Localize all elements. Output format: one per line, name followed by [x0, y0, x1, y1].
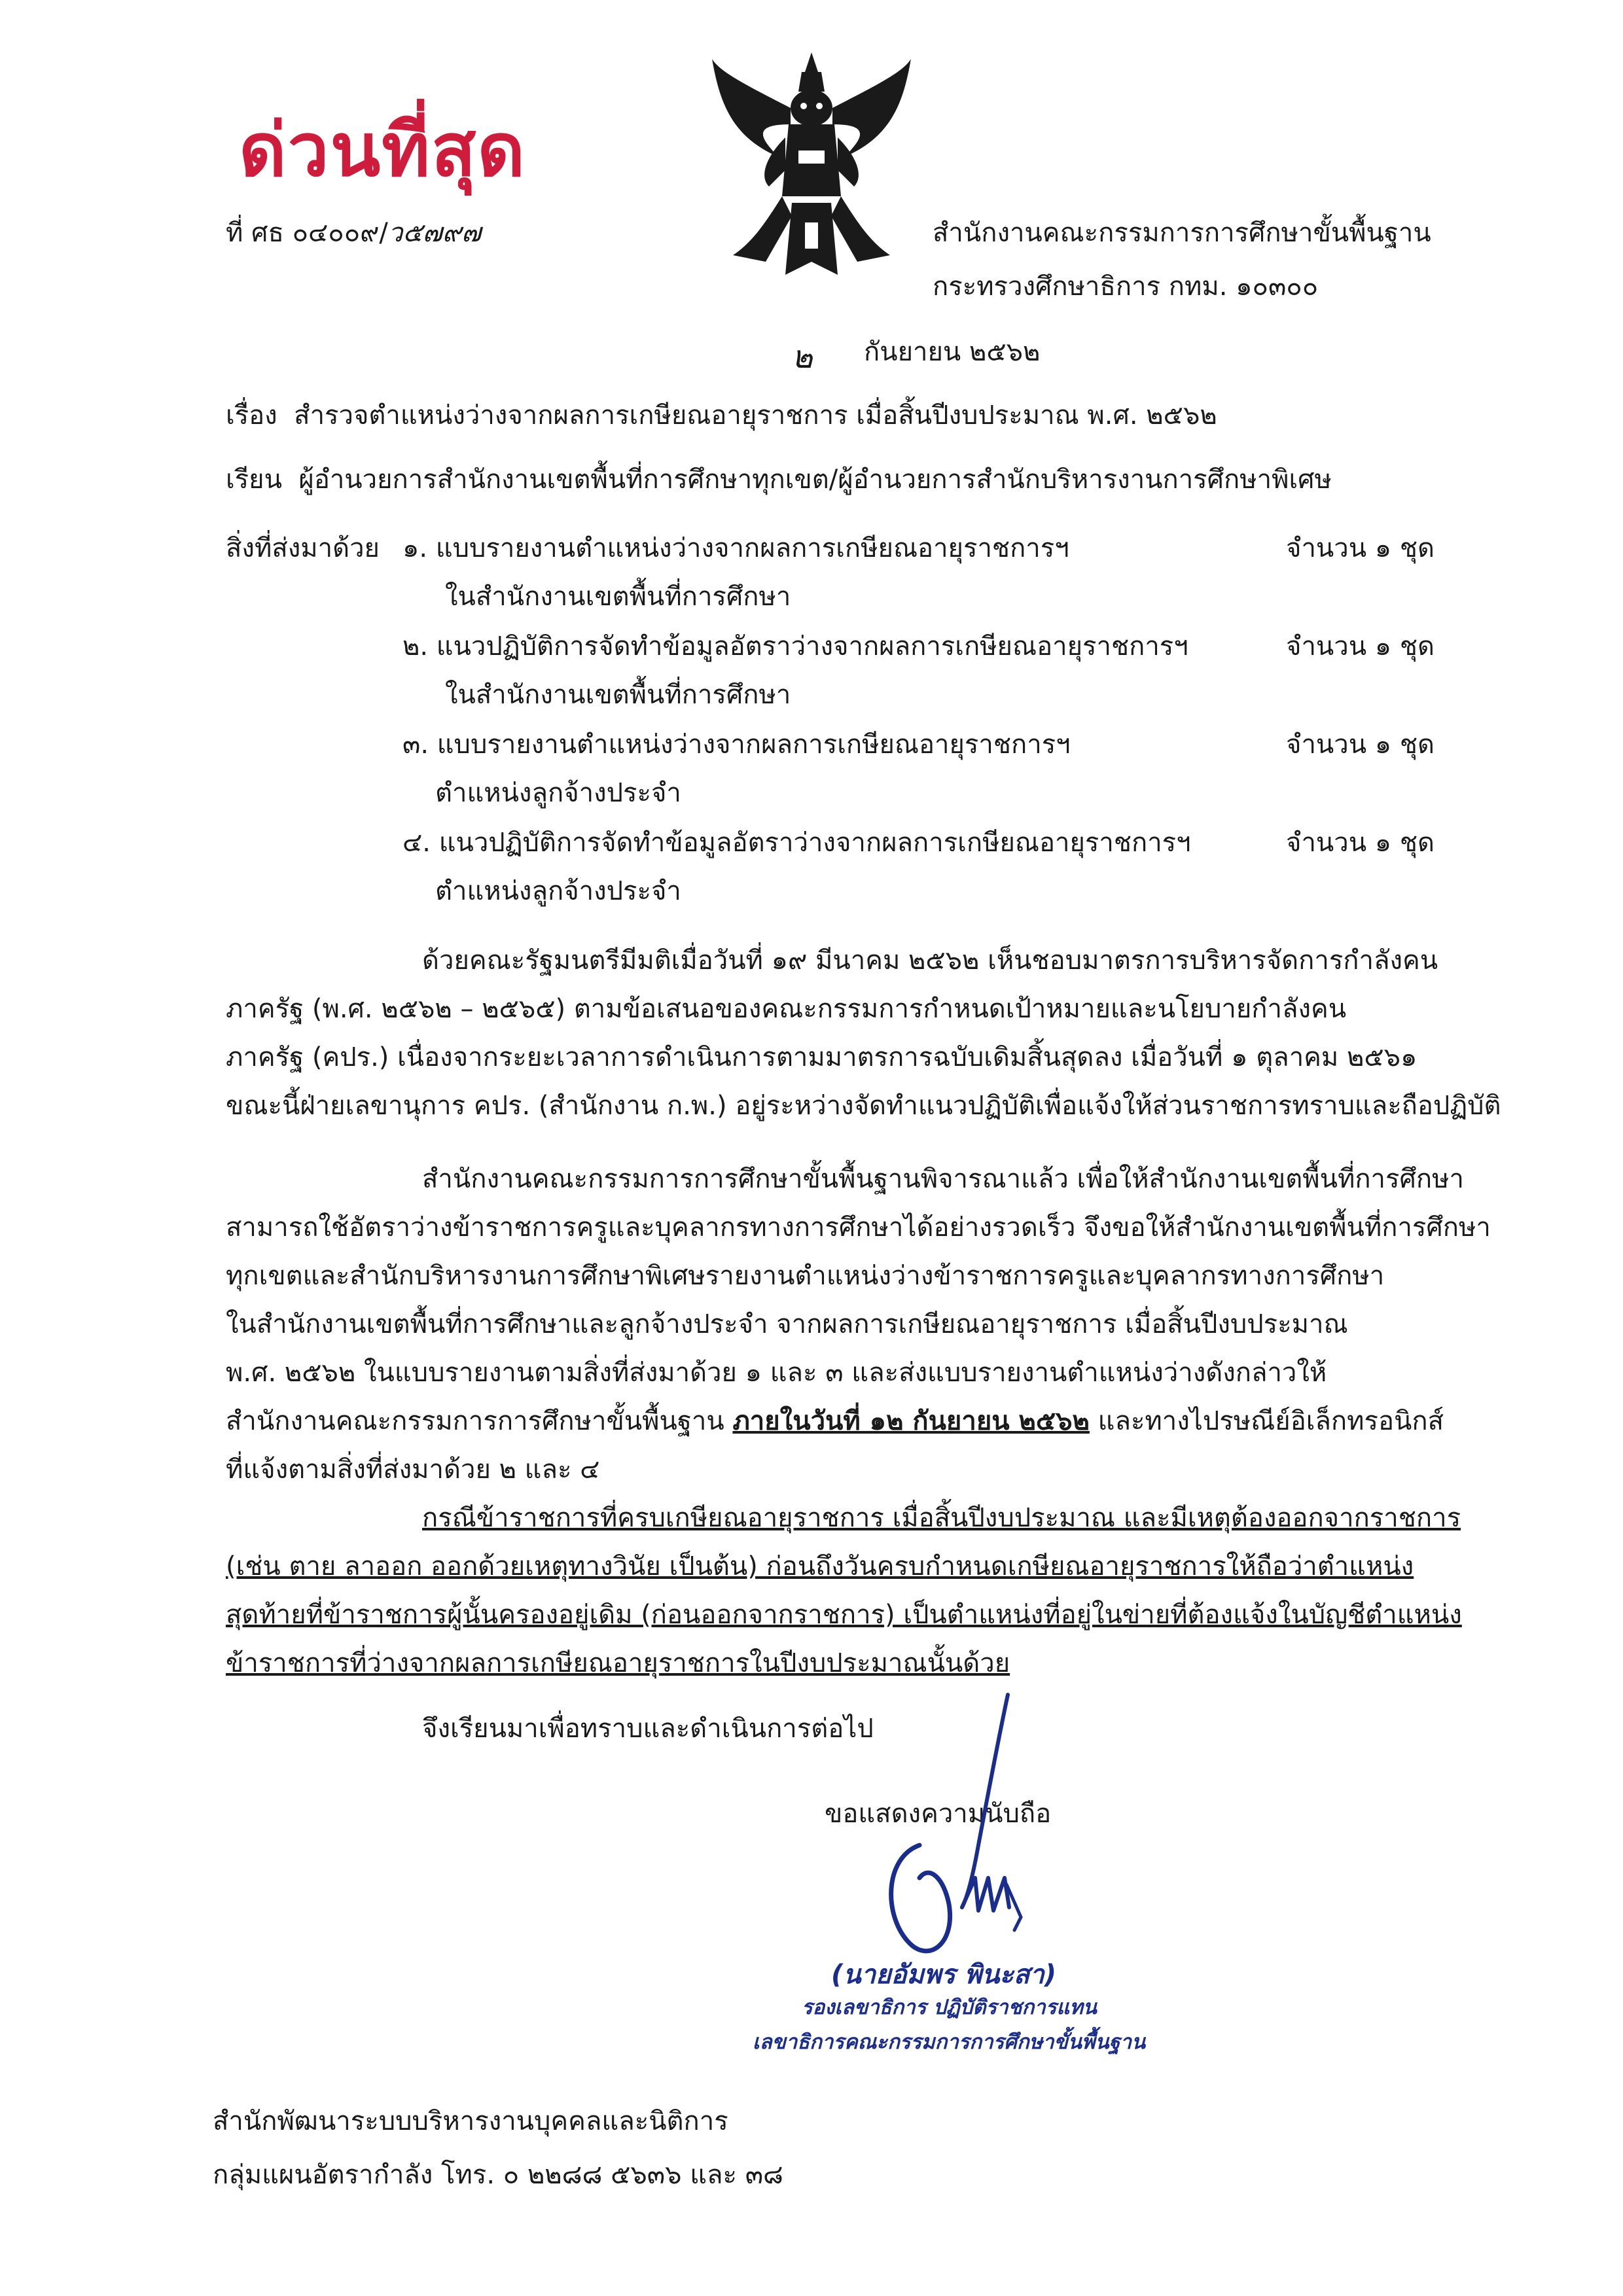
subject-label: เรื่อง — [226, 400, 277, 431]
signatory-title-1: รองเลขาธิการ ปฏิบัติราชการแทน — [802, 1996, 1097, 2019]
footer-office: สำนักพัฒนาระบบบริหารงานบุคคลและนิติการ — [213, 2106, 728, 2136]
enclosure-item-1-line1: ๑. แบบรายงานตำแหน่งว่างจากผลการเกษียณอายุราชการฯ — [402, 533, 1069, 563]
reference-number — [226, 220, 481, 246]
enclosure-item-1-qty: จำนวน ๑ ชุด — [1286, 533, 1435, 563]
date-month-year: กันยายน ๒๕๖๒ — [864, 337, 1041, 367]
reference-handwritten: ว๕๗๙๗ — [387, 218, 482, 248]
addressee-line — [226, 467, 1332, 493]
enclosures-label: สิ่งที่ส่งมาด้วย — [226, 533, 380, 563]
body-paragraph-2-line-5: พ.ศ. ๒๕๖๒ ในแบบรายงานตามสิ่งที่ส่งมาด้วย ๑ และ ๓ และส่งแบบรายงานตำแหน่งว่างดังกล่าวให้ — [226, 1358, 1327, 1388]
body-paragraph-3-line-2: (เช่น ตาย ลาออก ออกด้วยเหตุทางวินัย เป็นต้น) ก่อนถึงวันครบกำหนดเกษียณอายุราชการให้ถือว่าตำแหน่ง — [226, 1551, 1414, 1581]
subject-line — [226, 402, 1217, 429]
line-6-email-text: และทางไปรษณีย์อิเล็กทรอนิกส์ — [1097, 1406, 1444, 1436]
body-paragraph-2-line-3: ทุกเขตและสำนักบริหารงานการศึกษาพิเศษรายงานตำแหน่งว่างข้าราชการครูและบุคลากรทางการศึกษา — [226, 1261, 1385, 1291]
enclosure-item-2-line2: ในสำนักงานเขตพื้นที่การศึกษา — [445, 680, 791, 710]
enclosure-item-2-line1: ๒. แนวปฏิบัติการจัดทำข้อมูลอัตราว่างจากผลการเกษียณอายุราชการฯ — [402, 631, 1188, 662]
signatory-name: (นายอัมพร พินะสา) — [831, 1960, 1057, 1990]
body-paragraph-2-line-2: สามารถใช้อัตราว่างข้าราชการครูและบุคลากรทางการศึกษาได้อย่างรวดเร็ว จึงขอให้สำนักงานเขตพื้นที่การศึกษา — [226, 1212, 1491, 1243]
body-paragraph-2-line-4: ในสำนักงานเขตพื้นที่การศึกษาและลูกจ้างประจำ จากผลการเกษียณอายุราชการ เมื่อสิ้นปีงบประมาณ — [226, 1309, 1348, 1339]
date-day: ๒ — [792, 339, 813, 376]
issuing-office-line1: สำนักงานคณะกรรมการการศึกษาขั้นพื้นฐาน — [933, 218, 1431, 248]
urgent-stamp: ด่วนที่สุด — [239, 108, 527, 193]
addressee-text: ผู้อำนวยการสำนักงานเขตพื้นที่การศึกษาทุกเขต/ผู้อำนวยการสำนักบริหารงานการศึกษาพิเศษ — [298, 465, 1332, 495]
addressee-label: เรียน — [226, 465, 282, 495]
footer-contact: กลุ่มแผนอัตรากำลัง โทร. ๐ ๒๒๘๘ ๕๖๓๖ และ ๓๘ — [213, 2160, 783, 2190]
enclosure-item-4-qty: จำนวน ๑ ชุด — [1286, 828, 1435, 858]
body-paragraph-2-line-1: สำนักงานคณะกรรมการการศึกษาขั้นพื้นฐานพิจารณาแล้ว เพื่อให้สำนักงานเขตพื้นที่การศึกษา — [422, 1164, 1464, 1194]
subject-text: สำรวจตำแหน่งว่างจากผลการเกษียณอายุราชการ เมื่อสิ้นปีงบประมาณ พ.ศ. ๒๕๖๒ — [294, 400, 1217, 431]
signatory-title-2: เลขาธิการคณะกรรมการการศึกษาขั้นพื้นฐาน — [753, 2030, 1146, 2054]
body-paragraph-2-line-6 — [226, 1408, 1444, 1434]
handwritten-signature — [857, 1682, 1054, 1969]
body-paragraph-1-line-3: ภาครัฐ (คปร.) เนื่องจากระยะเวลาการดำเนินการตามมาตรการฉบับเดิมสิ้นสุดลง เมื่อวันที่ ๑ ตุลาคม ๒๕๖๑ — [226, 1042, 1418, 1072]
body-paragraph-1-line-2: ภาครัฐ (พ.ศ. ๒๕๖๒ – ๒๕๖๕) ตามข้อเสนอของคณะกรรมการกำหนดเป้าหมายและนโยบายกำลังคน — [226, 994, 1347, 1024]
body-paragraph-3-line-1: กรณีข้าราชการที่ครบเกษียณอายุราชการ เมื่อสิ้นปีงบประมาณ และมีเหตุต้องออกจากราชการ — [422, 1503, 1461, 1533]
enclosure-item-3-line1: ๓. แบบรายงานตำแหน่งว่างจากผลการเกษียณอายุราชการฯ — [402, 730, 1071, 760]
enclosure-item-4-line2: ตำแหน่งลูกจ้างประจำ — [435, 876, 681, 906]
body-paragraph-1-line-1: ด้วยคณะรัฐมนตรีมีมติเมื่อวันที่ ๑๙ มีนาคม ๒๕๖๒ เห็นชอบมาตรการบริหารจัดการกำลังคน — [422, 945, 1438, 976]
enclosure-item-2-qty: จำนวน ๑ ชุด — [1286, 631, 1435, 662]
enclosure-item-1-line2: ในสำนักงานเขตพื้นที่การศึกษา — [445, 582, 791, 612]
garuda-emblem — [707, 46, 916, 281]
enclosure-item-3-line2: ตำแหน่งลูกจ้างประจำ — [435, 778, 681, 808]
issuing-office-line2: กระทรวงศึกษาธิการ กทม. ๑๐๓๐๐ — [933, 272, 1319, 302]
reference-label: ที่ ศธ ๐๔๐๐๙/ — [226, 218, 388, 248]
body-paragraph-3-line-3: สุดท้ายที่ข้าราชการผู้นั้นครองอยู่เดิม (ก่อนออกจากราชการ) เป็นตำแหน่งที่อยู่ในข่ายที่ต้องแจ้งในบัญชีตำแหน่ง — [226, 1600, 1462, 1630]
deadline-text: ภายในวันที่ ๑๒ กันยายน ๒๕๖๒ — [732, 1406, 1090, 1436]
body-paragraph-3-line-4: ข้าราชการที่ว่างจากผลการเกษียณอายุราชการในปีงบประมาณนั้นด้วย — [226, 1648, 1010, 1678]
regards-text: ขอแสดงความนับถือ — [825, 1799, 1052, 1829]
body-paragraph-1-line-4: ขณะนี้ฝ่ายเลขานุการ คปร. (สำนักงาน ก.พ.) อยู่ระหว่างจัดทำแนวปฏิบัติเพื่อแจ้งให้ส่วนราชการทราบและถือปฏิบัติ — [226, 1091, 1501, 1121]
enclosure-item-4-line1: ๔. แนวปฏิบัติการจัดทำข้อมูลอัตราว่างจากผลการเกษียณอายุราชการฯ — [402, 828, 1191, 858]
closing-sentence: จึงเรียนมาเพื่อทราบและดำเนินการต่อไป — [422, 1714, 874, 1744]
line-6-text: สำนักงานคณะกรรมการการศึกษาขั้นพื้นฐาน — [226, 1406, 724, 1436]
enclosure-item-3-qty: จำนวน ๑ ชุด — [1286, 730, 1435, 760]
body-paragraph-2-line-7: ที่แจ้งตามสิ่งที่ส่งมาด้วย ๒ และ ๔ — [226, 1455, 600, 1485]
